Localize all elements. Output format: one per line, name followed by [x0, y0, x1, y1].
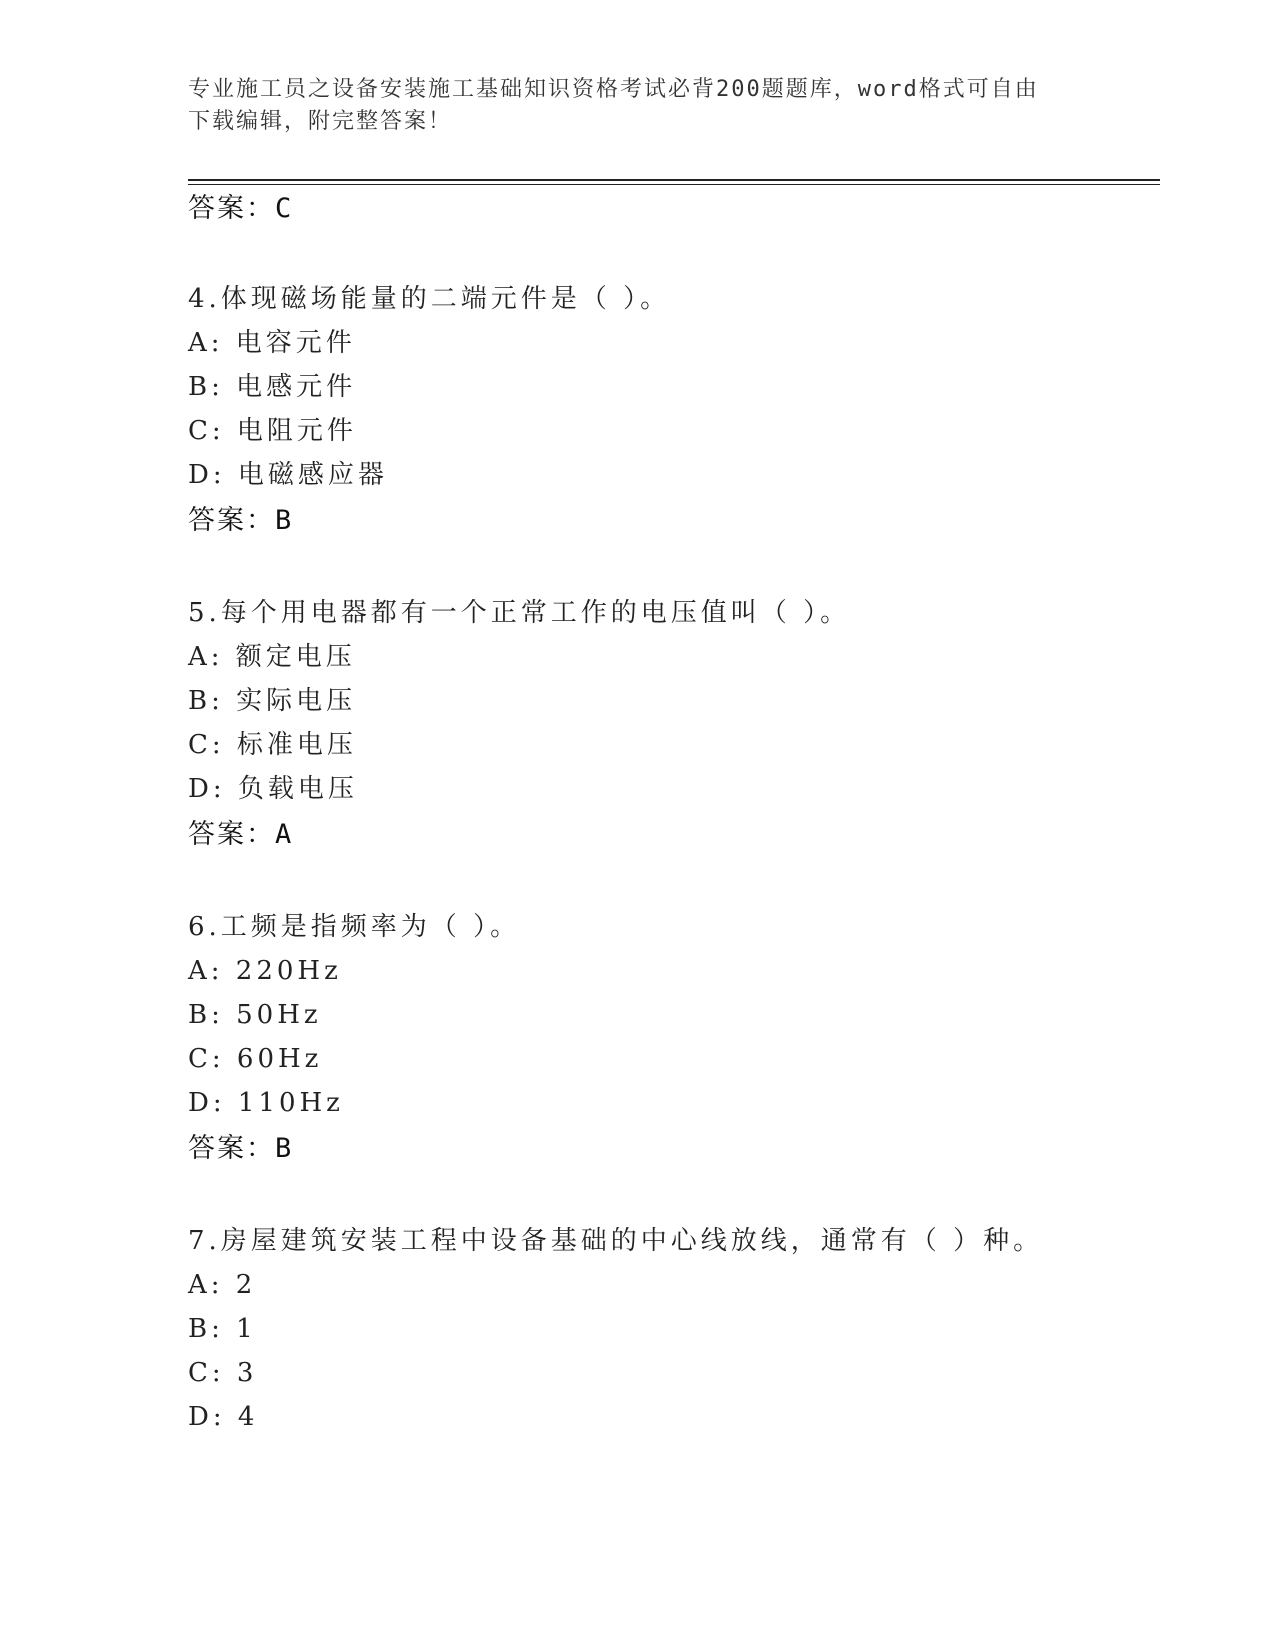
header-line-2: 下载编辑，附完整答案！ [188, 109, 453, 134]
question-4-option-c: C: 电阻元件 [188, 416, 357, 446]
question-7-option-b: B: 1 [188, 1314, 257, 1344]
answer-q6: 答案：B [188, 1133, 294, 1164]
question-6-text: 6.工频是指频率为（ ）。 [188, 912, 521, 942]
answer-q4: 答案：B [188, 505, 294, 536]
question-5-option-d: D: 负载电压 [188, 774, 358, 804]
header-line-1: 专业施工员之设备安装施工基础知识资格考试必背200题题库，word格式可自由 [188, 77, 1039, 102]
question-6-option-c: C: 60Hz [188, 1044, 323, 1074]
question-5-option-c: C: 标准电压 [188, 730, 357, 760]
question-5-option-a: A: 额定电压 [188, 642, 356, 672]
question-7-option-a: A: 2 [188, 1270, 257, 1300]
header-divider-thin [188, 184, 1160, 185]
question-6-option-d: D: 110Hz [188, 1088, 344, 1118]
question-5-text: 5.每个用电器都有一个正常工作的电压值叫（ ）。 [188, 598, 851, 628]
document-header [188, 74, 1088, 138]
question-6-option-a: A: 220Hz [188, 956, 342, 986]
header-divider-thick [188, 179, 1160, 181]
question-7-option-d: D: 4 [188, 1402, 259, 1432]
question-6-option-b: B: 50Hz [188, 1000, 322, 1030]
question-4-option-b: B: 电感元件 [188, 372, 357, 402]
question-5-option-b: B: 实际电压 [188, 686, 357, 716]
question-4-option-a: A: 电容元件 [188, 328, 356, 358]
answer-q3: 答案：C [188, 193, 294, 224]
question-4-option-d: D: 电磁感应器 [188, 460, 388, 490]
answer-q5: 答案：A [188, 819, 294, 850]
question-7-text: 7.房屋建筑安装工程中设备基础的中心线放线，通常有（ ）种。 [188, 1226, 1044, 1256]
question-4-text: 4.体现磁场能量的二端元件是（ ）。 [188, 284, 671, 314]
question-7-option-c: C: 3 [188, 1358, 258, 1388]
